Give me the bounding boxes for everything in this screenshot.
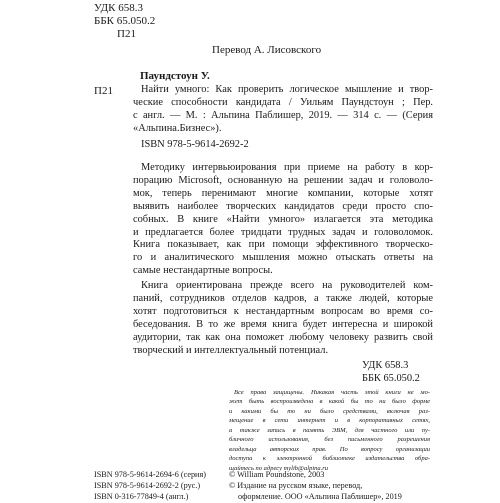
udk-top: УДК 658.3: [94, 2, 144, 14]
abstract-line: беседования. В то же время книга будет интересна и широкой: [133, 318, 433, 330]
abstract-line: паний, сотрудников отделов кадров, а также людей, которые: [133, 292, 433, 304]
abstract-paragraph-2: [133, 280, 433, 357]
rights-line: владельца авторских прав. По вопросу организации: [229, 445, 430, 453]
rights-line: жет быть воспроизведена в какой бы то ни было форме: [229, 398, 430, 406]
abstract-paragraph-1: [133, 162, 433, 278]
abstract-line: мок, теперь перенимают многие компании, которые хотят: [133, 187, 433, 199]
bib-line: ческие способности кандидата / Уильям Паундстоун ; Пер.: [133, 96, 433, 108]
bbk-top: ББК 65.050.2: [94, 15, 156, 27]
abstract-line: хотят подготовиться к нестандартным вопросам во время со-: [133, 305, 433, 317]
rights-line: мещение в сети интернет и в корпоративных сетях,: [229, 417, 430, 425]
translator-credit: Перевод А. Лисовского: [212, 44, 322, 56]
rights-line: Все права защищены. Никакая часть этой книги не мо-: [234, 389, 430, 396]
abstract-line: аудитории, так как она поможет любому человеку развить свой: [133, 331, 433, 343]
rights-line: бличного использования, без письменного разрешения: [229, 436, 430, 444]
abstract-line: и предлагается более тридцати трудных задач и головоломок.: [133, 226, 433, 238]
author-name: Паундстоун У.: [140, 70, 210, 82]
rights-line: и какими бы то ни было средствами, включая раз-: [229, 407, 430, 415]
abstract-line: Книга ориентирована прежде всего на руководителей ком-: [141, 280, 433, 291]
isbn-english: ISBN 0-316-77849-4 (англ.): [94, 492, 189, 501]
bib-line: с англ. — М. : Альпина Паблишер, 2019. — 314 с. — (Серия: [133, 109, 433, 121]
copyright-original: © William Poundstone, 2003: [229, 470, 325, 479]
bibliographic-description: [133, 84, 433, 136]
rights-notice: [229, 388, 430, 473]
abstract-line: творческий и интеллектуальный потенциал.: [133, 344, 329, 356]
catalog-code-top: П21: [117, 28, 136, 40]
isbn-russian: ISBN 978-5-9614-2692-2 (рус.): [94, 481, 201, 490]
abstract-line: го и аналитического мышления можно отыскать ответы на: [133, 252, 433, 264]
abstract-line: Книга показывает, как при помощи эффективного творческо-: [133, 239, 433, 251]
rights-line: а также запись в память ЭВМ, для частного или пу-: [229, 426, 430, 434]
bbk-bottom: ББК 65.050.2: [362, 373, 420, 384]
catalog-code-left: П21: [94, 85, 113, 97]
copyright-translation: © Издание на русском языке, перевод,: [229, 481, 363, 490]
copyright-publisher: оформление. ООО «Альпина Паблишер», 2019: [238, 492, 402, 501]
abstract-line: собных. В книге «Найти умного» излагается эта методика: [133, 213, 433, 225]
isbn-series: ISBN 978-5-9614-2694-6 (серия): [94, 470, 206, 479]
bib-line: Найти умного: Как проверить логическое мышление и твор-: [141, 84, 433, 95]
rights-line: щайтесь по адресу mylib@alpina.ru: [229, 464, 329, 472]
abstract-line: выявить наиболее творческих кандидатов среди просто спо-: [133, 200, 433, 212]
udk-bottom: УДК 658.3: [362, 360, 409, 371]
abstract-line: Методику интервьюирования при приеме на работу в кор-: [141, 162, 433, 173]
isbn-main: ISBN 978-5-9614-2692-2: [141, 139, 249, 150]
rights-line: доступа к электронной библиотеке издательства обра-: [229, 455, 430, 463]
abstract-line: порацию Microsoft, основанную на решении задач и головоло-: [133, 174, 433, 186]
bib-line: «Альпина.Бизнес»).: [133, 122, 222, 134]
abstract-line: самые нестандартные вопросы.: [133, 265, 273, 277]
